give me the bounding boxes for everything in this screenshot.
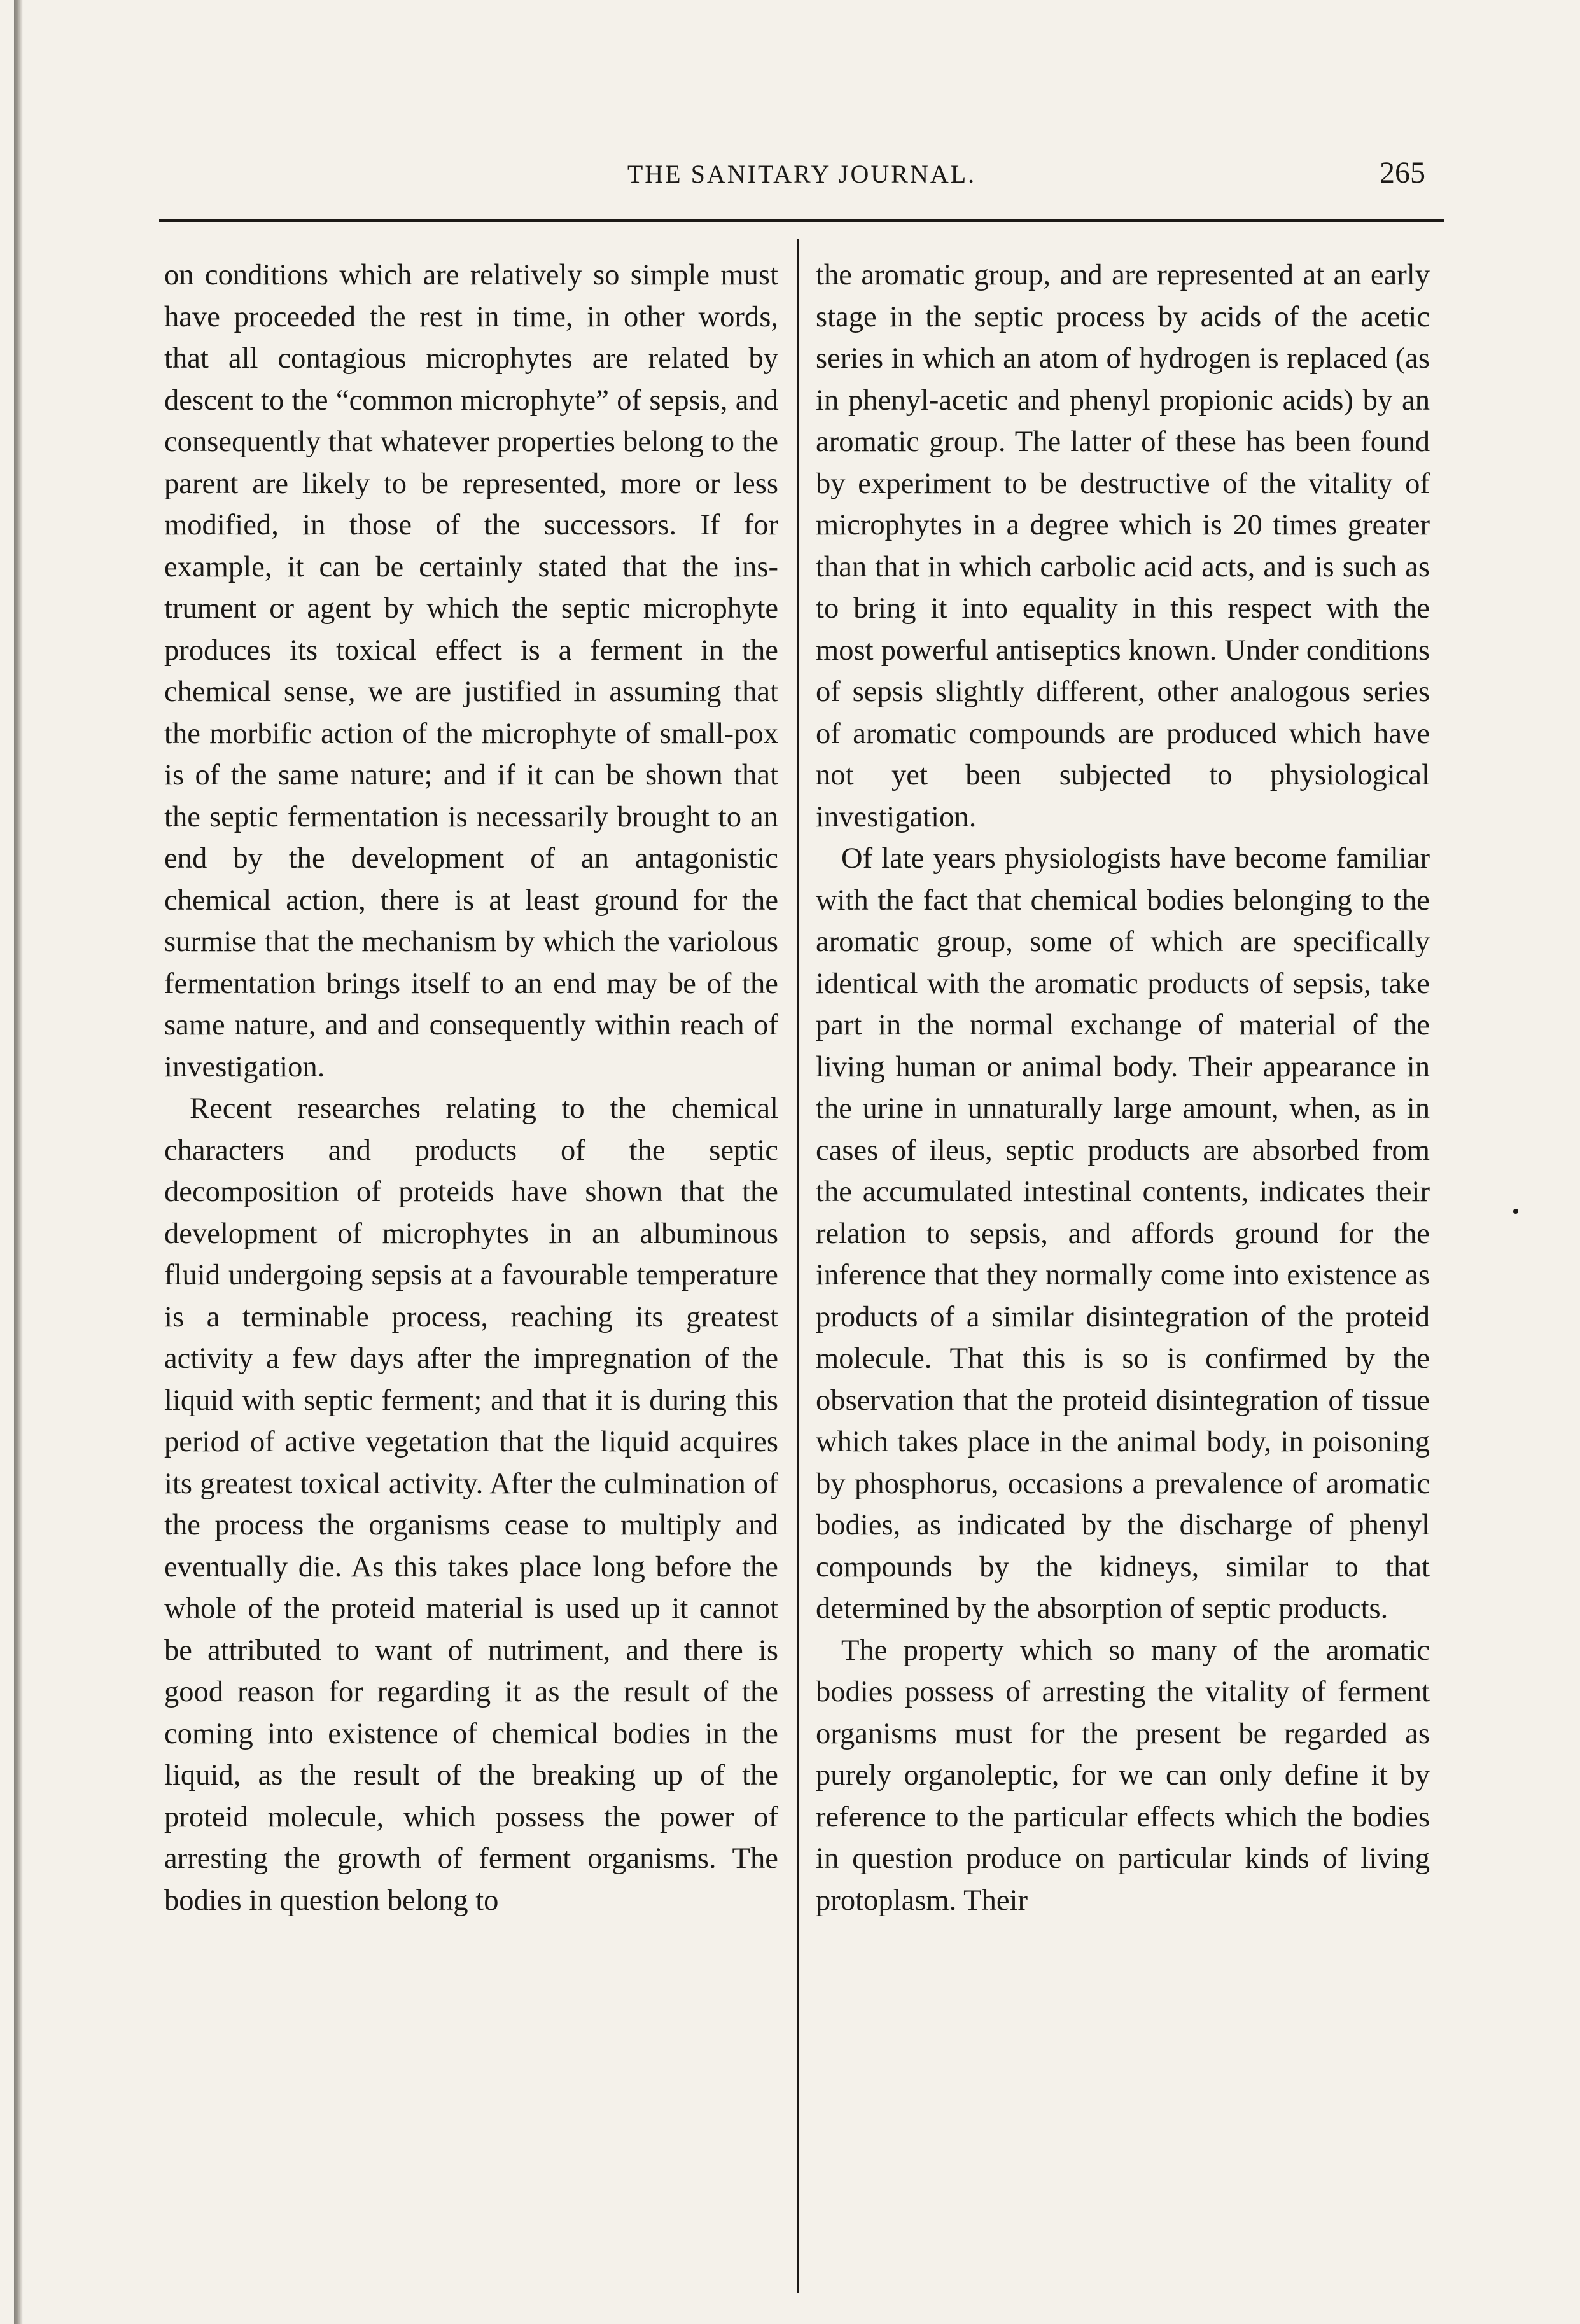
running-title: THE SANITARY JOURNAL. [627,160,977,188]
right-column [816,254,1430,1921]
column-divider [797,239,799,2293]
scan-speck [1513,1209,1518,1214]
right-paragraph-1: the aromatic group, and are represented at an early stage in the septic process by acids of the acetic series in which an atom of hydrogen is replaced (as in phenyl-acetic and phenyl propionic acids) by an aromatic group. The latter of these has been found by experiment to be destructive of the vitality of microphytes in a degree which is 20 times greater than that in which carbolic acid acts, and is such as to bring it into equality in this respect with the most powerful antiseptics known. Under conditions of sepsis slightly different, other analogous series of aromatic compounds are produced which have not yet been subjected to physiological investigation. [816,258,1430,833]
right-paragraph-3: The property which so many of the aromatic bodies possess of arresting the vitality of ferment organisms must for the present be regarded as purely organoleptic, for we can only define it by reference to the particular effects which the bodies in question produce on particular kinds of living protoplasm. Their [816,1633,1430,1917]
page-header [159,156,1444,204]
scanned-page-edge [14,0,23,2324]
left-column [164,254,778,1921]
right-paragraph-2: Of late years physiologists have become familiar with the fact that chemical bodies belonging to the aromatic group, some of which are specifically identical with the aromatic products of sepsis, take part in the normal exchange of material of the living human or animal body. Their appearance in the urine in unnaturally large amount, when, as in cases of ileus, septic products are absorbed from the accumulated intestinal contents, indicates their relation to sepsis, and affords ground for the inference that they normally come into existence as products of a similar disintegration of the proteid molecule. That this is so is confirmed by the observation that the proteid disintegration of tissue which takes place in the animal body, in poisoning by phosphorus, occasions a prevalence of aromatic bodies, as indicated by the discharge of phenyl compounds by the kidneys, similar to that determined by the absorption of septic products. [816,842,1430,1625]
page-number: 265 [1380,156,1425,190]
left-paragraph-1: on conditions which are relatively so simple must have proceeded the rest in time, in other words, that all contagious microphytes are related by descent to the “common microphyte” of sepsis, and consequently that whatever properties belong to the parent are likely to be represented, more or less modified, in those of the successors. If for example, it can be certainly stated that the instrument or agent by which the septic microphyte produces its toxical effect is a ferment in the chemical sense, we are justified in assuming that the morbific action of the microphyte of small-pox is of the same nature; and if it can be shown that the septic fermentation is necessarily brought to an end by the development of an antagonistic chemical action, there is at least ground for the surmise that the mechanism by which the variolous fermentation brings itself to an end may be of the same nature, and and consequently within reach of investigation. [164,258,778,1083]
header-rule [159,219,1444,222]
left-paragraph-2: Recent researches relating to the chemical characters and products of the septic decomposition of proteids have shown that the development of microphytes in an albuminous fluid undergoing sepsis at a favourable temperature is a terminable process, reaching its greatest activity a few days after the impregnation of the liquid with septic ferment; and that it is during this period of active vegetation that the liquid acquires its greatest toxical activity. After the culmination of the process the organisms cease to multiply and eventually die. As this takes place long before the whole of the proteid material is used up it cannot be attributed to want of nutriment, and there is good reason for regarding it as the result of the coming into existence of chemical bodies in the liquid, as the result of the breaking up of the proteid molecule, which possess the power of arresting the growth of ferment organisms. The bodies in question belong to [164,1092,778,1917]
